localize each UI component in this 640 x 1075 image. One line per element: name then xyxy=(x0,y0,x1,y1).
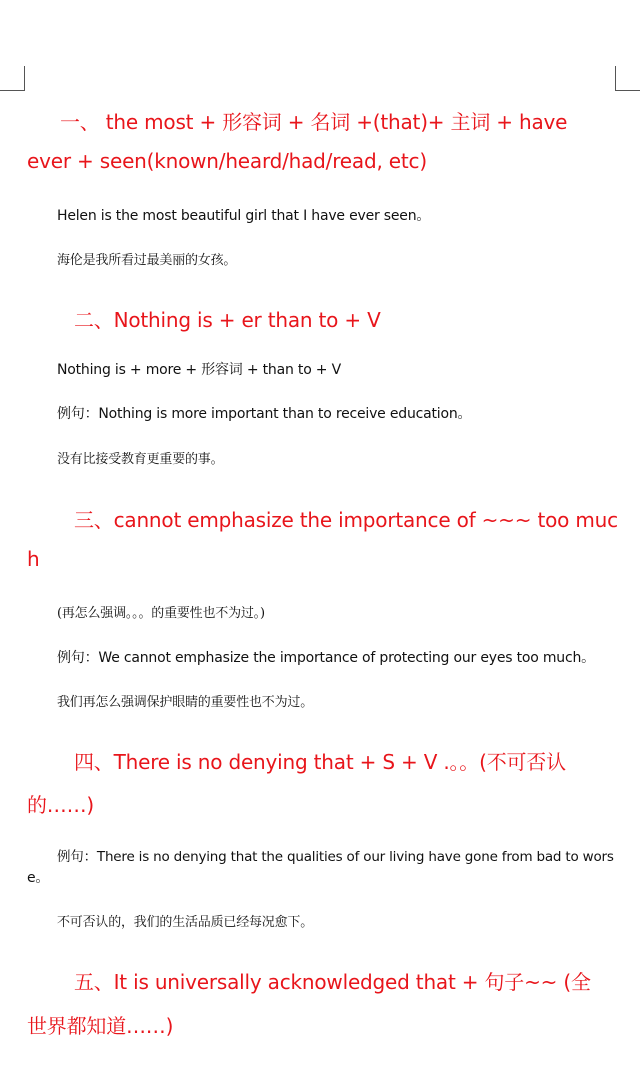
page-margin-corner-left xyxy=(0,66,25,91)
page-margin-corner-right xyxy=(615,66,640,91)
section1-heading-line1: 一、 the most + 形容词 + 名词 +(that)+ 主词 + have xyxy=(60,110,568,134)
section3-heading-line2: h xyxy=(27,547,40,571)
section2-example-cn: 没有比接受教育更重要的事。 xyxy=(57,452,224,467)
section5-heading-line2: 世界都知道……) xyxy=(27,1014,174,1038)
section3-example-en: 例句：We cannot emphasize the importance of protecting our eyes too much。 xyxy=(57,650,595,666)
section1-example-en: Helen is the most beautiful girl that I have ever seen。 xyxy=(57,208,431,224)
section1-heading-line2: ever + seen(known/heard/had/read, etc) xyxy=(27,149,427,173)
section3-gloss: (再怎么强调。。。的重要性也不为过。) xyxy=(57,606,265,621)
section4-heading-line1: 四、There is no denying that + S + V .。。(不可否认 xyxy=(74,750,566,774)
section2-heading: 二、Nothing is + er than to + V xyxy=(74,308,381,332)
section4-example-en-line1: 例句：There is no denying that the qualities of our living have gone from bad to wors xyxy=(57,849,614,865)
section3-example-cn: 我们再怎么强调保护眼睛的重要性也不为过。 xyxy=(57,695,314,710)
section4-example-en-line2: e。 xyxy=(27,870,50,886)
section2-pattern: Nothing is + more + 形容词 + than to + V xyxy=(57,362,341,378)
section4-heading-line2: 的……) xyxy=(27,793,95,817)
section3-heading-line1: 三、cannot emphasize the importance of ~~~ too muc xyxy=(74,508,618,532)
section2-example-en: 例句：Nothing is more important than to receive education。 xyxy=(57,406,472,422)
section1-example-cn: 海伦是我所看过最美丽的女孩。 xyxy=(57,253,237,268)
section4-example-cn: 不可否认的，我们的生活品质已经每况愈下。 xyxy=(57,915,314,930)
section5-heading-line1: 五、It is universally acknowledged that + 句子~~ (全 xyxy=(74,970,591,994)
